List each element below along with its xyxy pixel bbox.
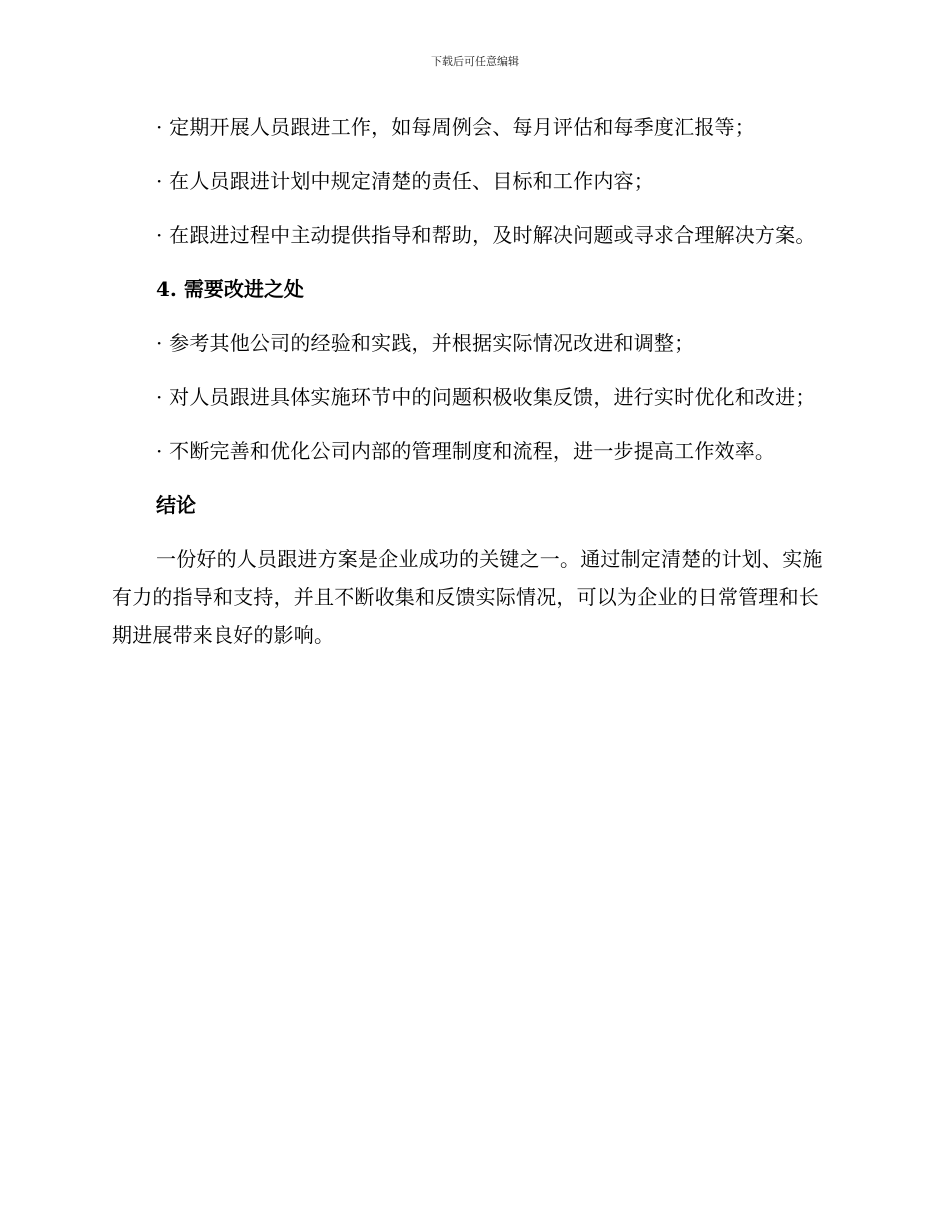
section-heading-conclusion: 结论 [156, 493, 196, 517]
document-body [112, 108, 832, 654]
bullet-improve-management: · 不断完善和优化公司内部的管理制度和流程，进一步提高工作效率。 [156, 439, 776, 463]
bullet-define-responsibilities: · 在人员跟进计划中规定清楚的责任、目标和工作内容； [156, 169, 654, 193]
bullet-reference-experience: · 参考其他公司的经验和实践，并根据实际情况改进和调整； [156, 331, 695, 355]
section-heading-improvements: 4. 需要改进之处 [156, 277, 304, 301]
bullet-provide-guidance: · 在跟进过程中主动提供指导和帮助，及时解决问题或寻求合理解决方案。 [156, 223, 816, 247]
bullet-regular-followup: · 定期开展人员跟进工作，如每周例会、每月评估和每季度汇报等； [156, 115, 755, 139]
page-header-note: 下载后可任意编辑 [431, 55, 519, 68]
conclusion-paragraph: 一份好的人员跟进方案是企业成功的关键之一。通过制定清楚的计划、实施有力的指导和支持，并且不断收集和反馈实际情况，可以为企业的日常管理和长期进展带来良好的影响。 [112, 547, 823, 647]
bullet-collect-feedback: · 对人员跟进具体实施环节中的问题积极收集反馈，进行实时优化和改进； [156, 385, 816, 409]
